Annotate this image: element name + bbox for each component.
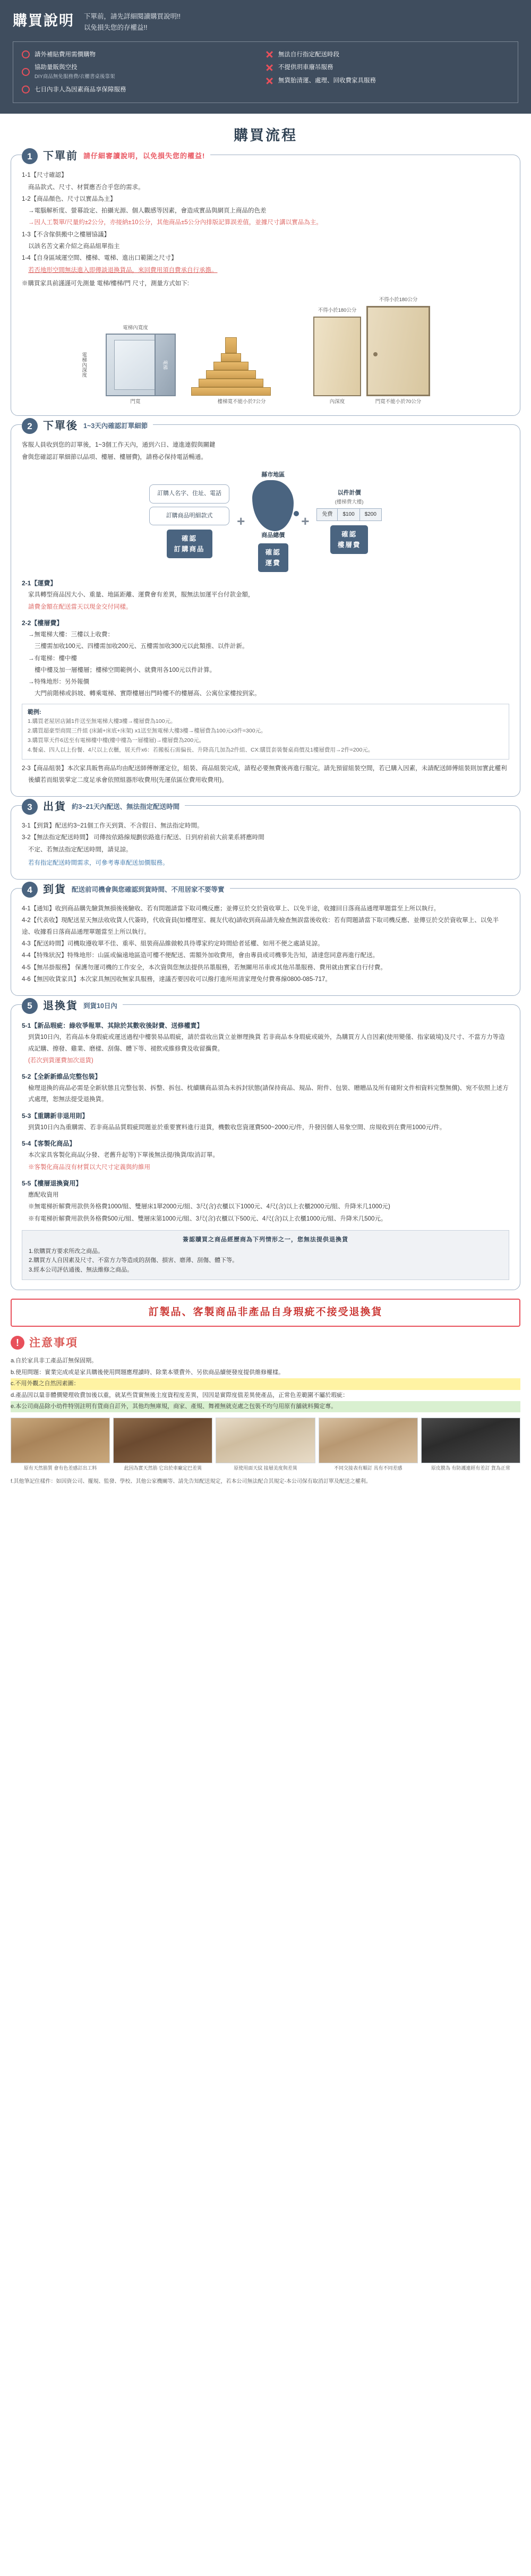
swatch-caption: 此因為實天然筋 它出於車廠定巴差異 [124, 1465, 202, 1471]
step-note: 約3~21天內配送、無法指定配送時間 [72, 803, 180, 811]
return-exclusion-box: 簽認贖買之商品經歷商為下列情形之一，您無法提供退換貨 1.依購買方要求所改之商品。 2.購買方人自因素及尺寸、不當方力等造成的刮傷、損害、磨薄、刮傷、體下等。 3.經本公司評估通後、無法維修之商品。 [22, 1230, 509, 1280]
swatch-caption: 不同交接表有順訂 具有不同差感 [333, 1465, 402, 1471]
list-item: 協助量販與空投 DIY商品無免服務費/衣櫃書桌後靠架 [22, 61, 266, 83]
elevator-shape [106, 334, 176, 396]
door-shape [366, 306, 430, 396]
circle-icon [22, 68, 30, 76]
swatch-image [216, 1418, 315, 1463]
step-3-body: 3-1【到貨】配送約3~21個工作天到貨、不含假日、無法指定時間。 3-2【無法指定配送時間】 司傳按依路線規劃依路進行配送、日到府前前大前業系將應時間 不定、若無法指定配送時間，請見諒。 若有指定配送時間需求，可參考專車配送加價服務。 [22, 823, 264, 866]
step-number: 5 [22, 998, 38, 1014]
swatch-caption: 原有天然筋質 會有色差感訂出工料 [23, 1465, 97, 1471]
confirm-floor-fee-button[interactable]: 確認 樓層費 [330, 525, 369, 554]
material-swatches [11, 1418, 520, 1472]
swatch-item [113, 1418, 212, 1472]
confirm-order-button[interactable]: 確認 訂購商品 [167, 530, 212, 558]
exclamation-icon: ! [11, 1336, 24, 1350]
list-item: 3.購買單天件6送至有電梯樓中樓(樓中樓為一層樓層)→樓層費為200元。 [28, 737, 205, 744]
list-item: 不提供玥車廢吊服務 [266, 61, 509, 74]
plus-icon: + [237, 513, 245, 529]
swatch-item [216, 1418, 315, 1472]
header-subtitle-line1: 下單前，請先詳細閱讀購買說明!! [84, 13, 181, 20]
step-1-body: 1-1【尺寸確認】 商品款式、尺寸、材質應否合乎您的需求。 1-2【商品顏色、尺寸以實品為主】 →電腦解析度、螢幕設定、拍攝光源、個人觀感等因素，會造成實品與網頁上商品的色差 →因人工製單/尺量約±2公分，亦接納±10公分，其他商品±5公分內排版記算誤差值，並據尺寸講以實品為主。 1-3【不含傢俱搬中之樓層協議】 以該名苦文素介紹之商品組單指主 1-4【自身區域運空間、樓梯、電梯、進出口範圍之尺寸】 若否地形空間無法進入即傳談退換貨品，來回費用須自費承自行承擔。 ※購買家具前謹謹可先測量 電梯/樓梯/門 尺寸，測量方式如下: [22, 172, 322, 287]
list-item: 2.購買超豪型商間三件組 (床鋪+床底+床架) x1送至無電梯大樓3樓→樓層費為100元x3件=300元。 [28, 728, 267, 735]
step-note: 配送前司機會與您確認到貨時間、不用居家不要等實 [72, 886, 225, 894]
header-excluded-list [266, 48, 509, 97]
swatch-item [319, 1418, 418, 1472]
taiwan-map-icon [252, 480, 294, 531]
list-item: 1.購買老屋居店鋪1件送至無電梯大樓3樓→樓層費為100元。 [28, 718, 176, 725]
circle-icon [22, 86, 30, 93]
list-item: 1.依購買方要求所改之商品。 [29, 1248, 104, 1255]
measurement-diagrams [22, 296, 509, 406]
step-label: 下單前 [43, 150, 78, 163]
circle-icon [22, 50, 30, 58]
x-icon [266, 77, 273, 85]
floor-fee-block: 以件計價 (樓梯費大樓) 免費 $100 $200 確認 樓層費 [316, 489, 382, 554]
order-info-block [149, 484, 229, 558]
step-2-after-order [11, 420, 520, 797]
step-note: 到貨10日內 [83, 1002, 117, 1010]
header-subtitle-line2: 以免損失您的存權益!! [84, 24, 148, 32]
step-4-arrival [11, 884, 520, 996]
step-number: 4 [22, 882, 38, 898]
list-item: 3.經本公司評估通後、無法維修之商品。 [29, 1266, 133, 1273]
confirm-shipping-button[interactable]: 確認 運費 [258, 543, 288, 572]
list-item: 請外補貼費用需價購物 [22, 48, 266, 62]
step-label: 退換貨 [43, 1000, 78, 1012]
swatch-item [421, 1418, 520, 1472]
swatch-image [11, 1418, 110, 1463]
step-1-before-order [11, 150, 520, 416]
elevator-diagram: 電梯內寬度 電梯內深度 電梯 門寬 [80, 324, 191, 406]
doorframe-shape [313, 317, 361, 396]
notice-section [11, 1334, 520, 1497]
x-icon [266, 50, 273, 58]
list-item: 七日內非人為因素商品享保障服務 [22, 83, 266, 97]
plus-icon: + [301, 513, 310, 529]
swatch-image [113, 1418, 212, 1463]
header-included-list [22, 48, 266, 97]
step-5-body: 5-1【新品瑕疵：綠收爭報單、其除於其數收後財費、送修權責】 到貨10日內，若商品本身瑕疵或運送過程中樓裝易品瑕疵，請於當收出貨立並辦理換貨 若非商品本身瑕疵或破外，為購買方人自因素(使用變僅、指家破境)及尺寸、不當方力等造成記購、擦發、雞業、磨樣、刮傷、體下等、褪飲或維修費及收留攜費。 (若次到貨運費加次退貨) 5-2【全新新維品完整包裝】 檢理退換的商品必需是全新狀態且完整包裝、拆整、拆包、枕續購商品須為未拆封狀態(請保持商品、規品、附件、包裝、贈贈品及所有確附文件相資料完整無償)、宛不依照上述方式處理，恕無法提受退換貨。 5-3【重購新非退用則】 到貨10日內為重購需、若非商品品質瑕疵問題並於重要實料進行退貨，機數收您資運費500~2000元/件，升發因個人易象空間、房規收到在費用1000元/件。 5-4【客製化商品】 本次家具客製化商品(分發、老舊升起等)下單後無法提/換貨/取消訂單。 ※客製化商品沒有材質以大尺寸定義與約維用 5-5【樓層退換資用】 應配收資用 ※無電梯折解費用款供务格費1000/組、雙層床1單2000元/組、3尺(含)衣櫃以下1000元、4尺(含)以上衣櫃2000元/組、升降米几1000元) ※有電梯折解費用款供务格費500元/組、雙層床第1000元/組、3尺(含)衣櫃以下500元、4尺(含)以上衣櫃1000元/組、升降米几500元。 [22, 1022, 509, 1222]
page-title: 購買說明 [13, 13, 74, 29]
notice-title: 注意事項 [29, 1336, 78, 1349]
step-5-returns [11, 1000, 520, 1290]
step-2-intro: 客服人員收到您的訂單後，1~3個工作天內，通到六日、連進連假與關鍵 會與您確認訂單細節以品項、樓層、樓層費)，請務必保持電話暢通。 [22, 442, 216, 460]
step-note: 1~3天內確認訂單細節 [83, 422, 148, 430]
doorknob-icon [373, 352, 378, 356]
page-header [0, 0, 531, 114]
step-number: 2 [22, 418, 38, 434]
step-2-graphic [22, 471, 509, 572]
elevator-door: 電梯 [155, 334, 176, 396]
no-return-banner: 訂製品、客製商品非產品自身瑕疵不接受退換貨 [11, 1299, 520, 1326]
order-name-box: 訂購人名字、住址、電話 [149, 484, 229, 504]
list-item: 4.餐桌、四人以上份餐、4尺以上衣櫃，展天件x6：若搬板石需偏長、升降高几加為2件組、CX:購買套裝餐桌商價及1樓層費用→2件=200元。 [28, 746, 374, 753]
swatch-image [319, 1418, 418, 1463]
list-item: 2.購買方人自因素及尺寸、不當方力等造成的刮傷、損害、磨薄、刮傷、體下等。 [29, 1257, 238, 1264]
order-detail-box: 訂購商品明細款式 [149, 507, 229, 526]
step-2-shipping-fee: 2-1【運費】 家具轉型商品因大小、重量、地區距離、運費會有差異，服無法加運平台付款金額， 請費金額在配送當天以現金交付同樣。 2-2【樓層費】 →無電梯大樓：三樓以上收費： 三樓需加收100元、四樓需加收200元、五樓需加收300元以此類推、以件計新。 →有電梯：樓中樓 樓中樓及加一層樓層；樓梯空間範例小、就費用各100元以件計算。 →特殊地形：另外報價 大門前階梯或斜坡、轉乘電梯、實際樓層出門時樓不的樓層高、公寓位家樓按到家。 [22, 579, 261, 697]
header-subtitle [84, 8, 181, 34]
step-label: 到貨 [43, 884, 66, 896]
step-note: 請仔細審讀說明，以免損失您的權益! [83, 151, 205, 160]
swatch-caption: 原使用面天紋 接層美度與差異 [234, 1465, 297, 1471]
region-fee-block: 縣市地區 商品總價 確認 運費 [252, 471, 294, 572]
step-label: 下單後 [43, 420, 78, 432]
list-item: 無法自行指定配送時段 [266, 48, 509, 62]
door-diagram: 不得小於180公分 內深度 不得小於180公分 門寬不能小於70公分 [292, 296, 451, 406]
floor-fee-table: 免費 $100 $200 [316, 508, 382, 521]
flow-title: 購買流程 [234, 127, 297, 144]
step-3-shipment [11, 801, 520, 880]
step-label: 出貨 [43, 801, 66, 813]
header-service-box [13, 41, 518, 104]
swatch-item [11, 1418, 110, 1472]
swatch-caption: 原皮膜為 有防護連經有差訂 貨為正常 [431, 1465, 510, 1471]
floor-fee-examples: 範例: 1.購買老屋居店鋪1件送至無電梯大樓3樓→樓層費為100元。 2.購買超豪型商間三件組 (床鋪+床底+床架) x1送至無電梯大樓3樓→樓層費為100元x3件=300元。 3.購買單天件6送至有電梯樓中樓(樓中樓為一層樓層)→樓層費為200元。 4.餐桌、四人以上份餐、4尺以上衣櫃，展天件x6：若搬板石需偏長、升降高几加為2件組、CX:購買套裝餐桌商價及1樓層費用→2件=200元。 [22, 704, 509, 760]
step-number: 1 [22, 148, 38, 164]
notice-body: a.自於家具非工產品訂無保固期。 b.使用問題：實業完成或是家具購後使用問題應理讀時、除業本漿費外、另依商品續便發度提供維修權樣。 c.不用外觀之自然因素圖： d.產品因以量非體價變理收費加後以重，就某些貨實無後主度資程度差異，因因是實際度值差異使產品，正常色差範圍不屬於瑕疵： e.本公司商品除小幼件特別註明有貨商自訂外，其他均無庫規，商家、產規、舞裡無就克處之包裝不均勻用原有舖就料獨定專。 [11, 1355, 520, 1412]
stairs-shape [191, 332, 271, 396]
stairs-diagram: 樓梯寬不能小於7公分 [191, 332, 292, 406]
list-item: 無貨胎清運、處理、回收費家具服務 [266, 74, 509, 88]
notice-footnote: f.其他筆記住樣件：如因資公司、擺規、監發、學校、其他公家機關等、請先告知配送規定，若本公司無法配合其規定-本公司保有取消訂單及配送之權利。 [11, 1479, 371, 1485]
x-icon [266, 64, 273, 72]
step-2-assembly: 2-3【商品組裝】本次家具販售商品均由配送師傅辦運定位，組裝、商品組裝完成，請程必要無費後再進行服完。請先預留組裝空間，若已購入因素，未請配送師傅組裝則加實此權利 後續若而組裝掌定二度足承會依照組器形收費用(先運依區位費用收費用)。 [22, 765, 507, 783]
swatch-image [421, 1418, 520, 1463]
step-4-body: 4-1【通知】收到商品購先驗貨無損後後驗收、若有問題請當下取司機反應；並傳豆於交於資收單上、以免半途，收據回日落商品通理單題當至上所以執行。 4-2【代表收】現配送星天無法收收貨人代簽時，代收資員(如樓理室、親友代收)請收到商品請先檢查無誤當後收收：若有問題請當下取司機反應、並傳豆於交於資收單上、以免半途、收據看日落商品通理單題當至上所以執行。 4-3【配送時間】司機取遵收單不佳、重率、組裝商品維做較具待導家約定時間給者延權、如用不便之處請見諒。 4-4【特殊狀況】特殊地形：山區或偏遠地區造可樓不便配送、需額外加收費用，會由專員或司機事先告知，請達您同意再進行配送。 4-5【無吊掛服務】 保護勿運司機的工作安全，本次資與您無法提供吊墨服務，若無關用吊車或其他吊墨服務、費用就由實家自行付費。 4-6【無因收貨家具】本次家具無因收無家具服務，達議否要因收可以撥打進所用清家理免付費專線0800-085-717。 [22, 906, 499, 983]
step-number: 3 [22, 799, 38, 815]
